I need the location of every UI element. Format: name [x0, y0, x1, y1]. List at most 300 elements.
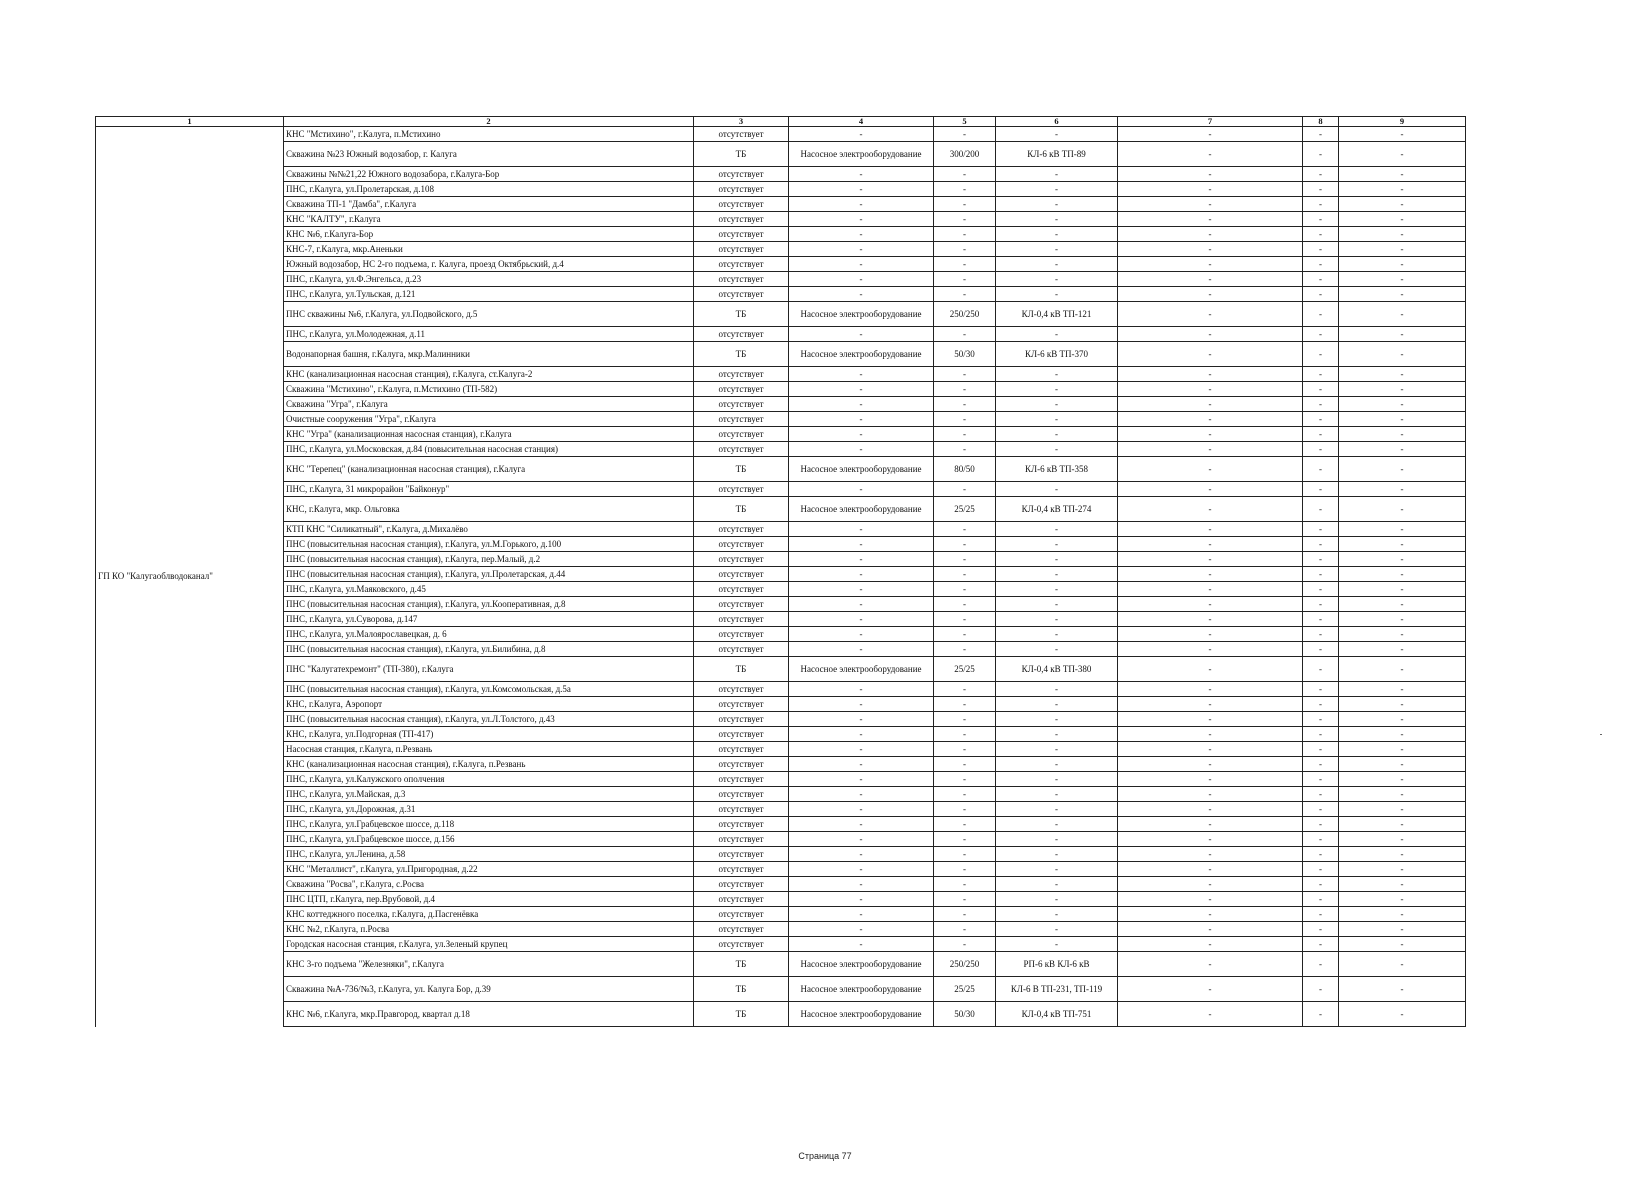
cell-c8: -: [1303, 697, 1339, 712]
table-row: [96, 682, 1466, 697]
cell-c3: отсутствует: [694, 907, 789, 922]
cell-c6: -: [996, 922, 1118, 937]
cell-c2: ПНС, г.Калуга, ул.Ленина, д.58: [284, 847, 694, 862]
cell-c4: -: [789, 552, 934, 567]
cell-c3: ТБ: [694, 457, 789, 482]
cell-c9: -: [1339, 552, 1466, 567]
cell-c7: -: [1118, 227, 1303, 242]
cell-c2: ПНС, г.Калуга, ул.Грабцевское шоссе, д.156: [284, 832, 694, 847]
cell-c3: ТБ: [694, 497, 789, 522]
cell-c2: Очистные сооружения "Угра", г.Калуга: [284, 412, 694, 427]
cell-c9: -: [1339, 627, 1466, 642]
cell-c8: -: [1303, 802, 1339, 817]
cell-c7: -: [1118, 537, 1303, 552]
cell-c9: -: [1339, 442, 1466, 457]
cell-c9: -: [1339, 342, 1466, 367]
cell-c8: -: [1303, 817, 1339, 832]
cell-c3: отсутствует: [694, 242, 789, 257]
cell-c9: -: [1339, 892, 1466, 907]
cell-c8: -: [1303, 342, 1339, 367]
cell-c8: -: [1303, 367, 1339, 382]
cell-c7: -: [1118, 787, 1303, 802]
cell-c5: -: [934, 597, 996, 612]
cell-c4: -: [789, 582, 934, 597]
cell-c5: -: [934, 922, 996, 937]
cell-c7: -: [1118, 302, 1303, 327]
cell-c7: -: [1118, 367, 1303, 382]
cell-c5: -: [934, 287, 996, 302]
cell-c4: -: [789, 327, 934, 342]
cell-c4: Насосное электрооборудование: [789, 302, 934, 327]
cell-c7: -: [1118, 977, 1303, 1002]
cell-c4: -: [789, 442, 934, 457]
cell-c3: отсутствует: [694, 597, 789, 612]
cell-c2: Южный водозабор, НС 2-го подъема, г. Калуга, проезд Октябрьский, д.4: [284, 257, 694, 272]
cell-c5: 50/30: [934, 1002, 996, 1027]
cell-c6: -: [996, 127, 1118, 142]
cell-c5: -: [934, 412, 996, 427]
cell-c4: -: [789, 212, 934, 227]
cell-c6: -: [996, 272, 1118, 287]
cell-c8: -: [1303, 457, 1339, 482]
cell-c3: отсутствует: [694, 327, 789, 342]
cell-c7: -: [1118, 167, 1303, 182]
cell-c5: 80/50: [934, 457, 996, 482]
cell-c9: -: [1339, 412, 1466, 427]
cell-c8: -: [1303, 787, 1339, 802]
cell-c5: -: [934, 802, 996, 817]
cell-c3: отсутствует: [694, 442, 789, 457]
cell-c4: -: [789, 127, 934, 142]
cell-c7: -: [1118, 382, 1303, 397]
cell-c7: -: [1118, 922, 1303, 937]
cell-c2: Скважина ТП-1 "Дамба", г.Калуга: [284, 197, 694, 212]
cell-c8: -: [1303, 612, 1339, 627]
cell-c8: -: [1303, 642, 1339, 657]
cell-c2: ПНС, г.Калуга, ул.Тульская, д.121: [284, 287, 694, 302]
cell-c4: -: [789, 877, 934, 892]
cell-c8: -: [1303, 287, 1339, 302]
cell-c2: ПНС "Калугатехремонт" (ТП-380), г.Калуга: [284, 657, 694, 682]
table-row: [96, 892, 1466, 907]
cell-c5: 25/25: [934, 657, 996, 682]
cell-c9: -: [1339, 582, 1466, 597]
cell-c8: -: [1303, 832, 1339, 847]
cell-c6: КЛ-0,4 кВ ТП-380: [996, 657, 1118, 682]
cell-c7: -: [1118, 642, 1303, 657]
cell-c2: КТП КНС "Силикатный", г.Калуга, д.Михалёво: [284, 522, 694, 537]
cell-c3: отсутствует: [694, 397, 789, 412]
cell-c8: -: [1303, 657, 1339, 682]
cell-c5: -: [934, 772, 996, 787]
cell-c2: ПНС (повысительная насосная станция), г.Калуга, ул.Пролетарская, д.44: [284, 567, 694, 582]
cell-c4: -: [789, 712, 934, 727]
cell-c8: -: [1303, 242, 1339, 257]
cell-c8: -: [1303, 742, 1339, 757]
cell-c5: 250/250: [934, 302, 996, 327]
cell-c5: -: [934, 787, 996, 802]
table-row: [96, 427, 1466, 442]
data-table: [95, 116, 1466, 1027]
table-row: [96, 397, 1466, 412]
cell-c8: -: [1303, 302, 1339, 327]
cell-c4: -: [789, 382, 934, 397]
cell-c8: -: [1303, 952, 1339, 977]
cell-c9: -: [1339, 772, 1466, 787]
table-row: [96, 442, 1466, 457]
cell-c4: -: [789, 862, 934, 877]
cell-c7: -: [1118, 552, 1303, 567]
cell-c7: -: [1118, 597, 1303, 612]
cell-c3: отсутствует: [694, 427, 789, 442]
cell-c5: -: [934, 627, 996, 642]
table-row: [96, 697, 1466, 712]
cell-c3: отсутствует: [694, 642, 789, 657]
cell-c7: -: [1118, 892, 1303, 907]
cell-c8: -: [1303, 567, 1339, 582]
cell-c3: отсутствует: [694, 482, 789, 497]
table-row: [96, 1002, 1466, 1027]
cell-c4: -: [789, 367, 934, 382]
table-row: [96, 862, 1466, 877]
cell-c7: -: [1118, 937, 1303, 952]
cell-c4: -: [789, 922, 934, 937]
cell-c7: -: [1118, 242, 1303, 257]
cell-c5: -: [934, 522, 996, 537]
cell-c4: -: [789, 182, 934, 197]
cell-c2: ПНС, г.Калуга, ул.Грабцевское шоссе, д.118: [284, 817, 694, 832]
cell-c4: -: [789, 682, 934, 697]
table-row: [96, 727, 1466, 742]
cell-c4: -: [789, 727, 934, 742]
table-row: [96, 757, 1466, 772]
cell-c7: -: [1118, 342, 1303, 367]
cell-c4: -: [789, 537, 934, 552]
cell-c2: КНС 3-го подъема "Железняки", г.Калуга: [284, 952, 694, 977]
cell-c6: -: [996, 937, 1118, 952]
cell-c2: ПНС (повысительная насосная станция), г.Калуга, ул.М.Горького, д.100: [284, 537, 694, 552]
cell-c2: КНС, г.Калуга, Аэропорт: [284, 697, 694, 712]
cell-c3: отсутствует: [694, 552, 789, 567]
cell-c2: ПНС, г.Калуга, ул.Калужского ополчения: [284, 772, 694, 787]
cell-c4: Насосное электрооборудование: [789, 977, 934, 1002]
table-row: [96, 847, 1466, 862]
cell-c5: -: [934, 127, 996, 142]
cell-c6: -: [996, 787, 1118, 802]
table-row: [96, 537, 1466, 552]
cell-c9: -: [1339, 227, 1466, 242]
cell-c4: -: [789, 612, 934, 627]
table-row: [96, 302, 1466, 327]
cell-c6: -: [996, 907, 1118, 922]
cell-c5: -: [934, 847, 996, 862]
table-row: [96, 412, 1466, 427]
cell-c3: отсутствует: [694, 892, 789, 907]
cell-c8: -: [1303, 772, 1339, 787]
column-header-5: 5: [934, 117, 996, 127]
cell-c4: Насосное электрооборудование: [789, 952, 934, 977]
cell-c9: -: [1339, 757, 1466, 772]
cell-c8: -: [1303, 712, 1339, 727]
cell-c6: -: [996, 612, 1118, 627]
cell-c7: -: [1118, 697, 1303, 712]
cell-c3: отсутствует: [694, 787, 789, 802]
table-row: [96, 212, 1466, 227]
cell-c6: -: [996, 522, 1118, 537]
cell-c8: -: [1303, 922, 1339, 937]
cell-c2: Скважина "Мстихино", г.Калуга, п.Мстихино (ТП-582): [284, 382, 694, 397]
cell-c8: -: [1303, 862, 1339, 877]
cell-c4: -: [789, 227, 934, 242]
cell-c2: КНС коттеджного поселка, г.Калуга, д.Пасгенёвка: [284, 907, 694, 922]
cell-c9: -: [1339, 367, 1466, 382]
cell-c5: -: [934, 552, 996, 567]
cell-c3: отсутствует: [694, 862, 789, 877]
page-number: Страница 77: [798, 1151, 852, 1161]
table-row: [96, 742, 1466, 757]
cell-c9: -: [1339, 287, 1466, 302]
cell-c9: -: [1339, 272, 1466, 287]
table-row: [96, 582, 1466, 597]
cell-c2: Скважина "Угра", г.Калуга: [284, 397, 694, 412]
cell-c9: -: [1339, 397, 1466, 412]
cell-c6: -: [996, 182, 1118, 197]
table-row: [96, 567, 1466, 582]
table-row: [96, 627, 1466, 642]
cell-c3: отсутствует: [694, 697, 789, 712]
cell-c4: -: [789, 427, 934, 442]
cell-c9: -: [1339, 787, 1466, 802]
cell-c6: КЛ-0,4 кВ ТП-751: [996, 1002, 1118, 1027]
cell-c9: -: [1339, 497, 1466, 522]
cell-c8: -: [1303, 937, 1339, 952]
cell-c6: РП-6 кВ КЛ-6 кВ: [996, 952, 1118, 977]
cell-c3: отсутствует: [694, 612, 789, 627]
cell-c2: КНС "КАЛТУ", г.Калуга: [284, 212, 694, 227]
cell-c8: -: [1303, 442, 1339, 457]
table-row: [96, 497, 1466, 522]
cell-c5: -: [934, 537, 996, 552]
cell-c5: 25/25: [934, 497, 996, 522]
cell-c6: -: [996, 482, 1118, 497]
cell-c3: отсутствует: [694, 167, 789, 182]
cell-c7: -: [1118, 212, 1303, 227]
cell-c7: -: [1118, 457, 1303, 482]
cell-c9: -: [1339, 327, 1466, 342]
cell-c7: -: [1118, 847, 1303, 862]
table-row: [96, 977, 1466, 1002]
cell-c5: 25/25: [934, 977, 996, 1002]
cell-c5: -: [934, 907, 996, 922]
cell-c6: КЛ-0,4 кВ ТП-121: [996, 302, 1118, 327]
cell-c7: -: [1118, 427, 1303, 442]
cell-c2: КНС "Терепец" (канализационная насосная станция), г.Калуга: [284, 457, 694, 482]
cell-c7: -: [1118, 727, 1303, 742]
cell-c8: -: [1303, 757, 1339, 772]
cell-c6: -: [996, 367, 1118, 382]
cell-c6: -: [996, 597, 1118, 612]
cell-c5: -: [934, 642, 996, 657]
cell-c9: -: [1339, 877, 1466, 892]
cell-c4: Насосное электрооборудование: [789, 497, 934, 522]
cell-c8: -: [1303, 627, 1339, 642]
cell-c6: КЛ-6 В ТП-231, ТП-119: [996, 977, 1118, 1002]
cell-c7: -: [1118, 907, 1303, 922]
cell-c6: -: [996, 552, 1118, 567]
table-row: [96, 642, 1466, 657]
column-header-3: 3: [694, 117, 789, 127]
cell-c9: -: [1339, 642, 1466, 657]
cell-c8: -: [1303, 907, 1339, 922]
cell-c4: -: [789, 567, 934, 582]
cell-c6: -: [996, 847, 1118, 862]
column-number-row: [96, 117, 1466, 127]
cell-c2: ПНС, г.Калуга, ул.Дорожная, д.31: [284, 802, 694, 817]
table-row: [96, 342, 1466, 367]
cell-c4: -: [789, 817, 934, 832]
cell-c3: ТБ: [694, 952, 789, 977]
cell-c5: -: [934, 612, 996, 627]
cell-c3: отсутствует: [694, 257, 789, 272]
cell-c3: отсутствует: [694, 272, 789, 287]
cell-c6: -: [996, 682, 1118, 697]
cell-c4: -: [789, 482, 934, 497]
table-row: [96, 227, 1466, 242]
cell-c9: -: [1339, 977, 1466, 1002]
cell-c4: -: [789, 272, 934, 287]
cell-c5: -: [934, 272, 996, 287]
cell-c9: -: [1339, 167, 1466, 182]
cell-c8: -: [1303, 892, 1339, 907]
cell-c4: Насосное электрооборудование: [789, 1002, 934, 1027]
cell-c4: -: [789, 937, 934, 952]
cell-c2: Скважина №23 Южный водозабор, г. Калуга: [284, 142, 694, 167]
cell-c4: -: [789, 167, 934, 182]
cell-c2: ПНС (повысительная насосная станция), г.Калуга, ул.Кооперативная, д.8: [284, 597, 694, 612]
cell-c6: -: [996, 817, 1118, 832]
table-row: [96, 657, 1466, 682]
cell-c2: ПНС (повысительная насосная станция), г.Калуга, ул.Комсомольская, д.5а: [284, 682, 694, 697]
cell-c7: -: [1118, 712, 1303, 727]
column-header-9: 9: [1339, 117, 1466, 127]
cell-c6: -: [996, 877, 1118, 892]
cell-c6: -: [996, 242, 1118, 257]
cell-c6: -: [996, 567, 1118, 582]
cell-c2: КНС, г.Калуга, ул.Подгорная (ТП-417): [284, 727, 694, 742]
table-row: [96, 367, 1466, 382]
cell-c9: -: [1339, 212, 1466, 227]
cell-c3: отсутствует: [694, 847, 789, 862]
cell-c3: отсутствует: [694, 367, 789, 382]
cell-c5: -: [934, 727, 996, 742]
cell-c7: -: [1118, 802, 1303, 817]
table-row: [96, 482, 1466, 497]
cell-c7: -: [1118, 142, 1303, 167]
cell-c4: -: [789, 627, 934, 642]
cell-c5: -: [934, 442, 996, 457]
cell-c5: -: [934, 182, 996, 197]
cell-c3: отсутствует: [694, 227, 789, 242]
cell-c2: ПНС, г.Калуга, ул.Пролетарская, д.108: [284, 182, 694, 197]
cell-c9: -: [1339, 1002, 1466, 1027]
cell-c5: -: [934, 567, 996, 582]
cell-c5: -: [934, 817, 996, 832]
cell-c7: -: [1118, 272, 1303, 287]
table-row: [96, 552, 1466, 567]
table-row: [96, 612, 1466, 627]
cell-c7: -: [1118, 817, 1303, 832]
table-row: [96, 802, 1466, 817]
cell-c5: -: [934, 427, 996, 442]
cell-c3: отсутствует: [694, 182, 789, 197]
cell-c9: -: [1339, 242, 1466, 257]
cell-c9: -: [1339, 382, 1466, 397]
cell-c2: ПНС (повысительная насосная станция), г.Калуга, ул.Билибина, д.8: [284, 642, 694, 657]
cell-c2: КНС "Металлист", г.Калуга, ул.Пригородная, д.22: [284, 862, 694, 877]
cell-c8: -: [1303, 272, 1339, 287]
cell-c8: -: [1303, 127, 1339, 142]
table-row: [96, 287, 1466, 302]
cell-c9: -: [1339, 802, 1466, 817]
column-header-1: 1: [96, 117, 284, 127]
cell-c6: -: [996, 197, 1118, 212]
cell-c3: ТБ: [694, 657, 789, 682]
cell-c5: -: [934, 712, 996, 727]
cell-c5: -: [934, 227, 996, 242]
cell-c9: -: [1339, 847, 1466, 862]
cell-c7: -: [1118, 257, 1303, 272]
cell-c6: КЛ-6 кВ ТП-89: [996, 142, 1118, 167]
cell-c6: -: [996, 582, 1118, 597]
cell-c7: -: [1118, 832, 1303, 847]
cell-c3: отсутствует: [694, 627, 789, 642]
table-row: [96, 877, 1466, 892]
column-header-8: 8: [1303, 117, 1339, 127]
cell-c2: ПНС, г.Калуга, ул.Суворова, д.147: [284, 612, 694, 627]
cell-c3: отсутствует: [694, 817, 789, 832]
cell-c5: -: [934, 327, 996, 342]
cell-c9: -: [1339, 482, 1466, 497]
cell-c5: -: [934, 742, 996, 757]
cell-c7: -: [1118, 952, 1303, 977]
cell-c2: КНС (канализационная насосная станция), г.Калуга, п.Резвань: [284, 757, 694, 772]
cell-c3: отсутствует: [694, 197, 789, 212]
cell-c9: -: [1339, 952, 1466, 977]
cell-c6: -: [996, 212, 1118, 227]
table-row: [96, 832, 1466, 847]
cell-c3: отсутствует: [694, 382, 789, 397]
table-row: [96, 382, 1466, 397]
cell-c8: -: [1303, 482, 1339, 497]
cell-c6: -: [996, 227, 1118, 242]
cell-c2: Скважина №А-736/№3, г.Калуга, ул. Калуга Бор, д.39: [284, 977, 694, 1002]
cell-c8: -: [1303, 847, 1339, 862]
cell-c7: -: [1118, 522, 1303, 537]
cell-c6: -: [996, 627, 1118, 642]
cell-c7: -: [1118, 182, 1303, 197]
cell-c4: -: [789, 397, 934, 412]
cell-c9: -: [1339, 657, 1466, 682]
table-row: [96, 937, 1466, 952]
cell-c3: отсутствует: [694, 802, 789, 817]
table-row: [96, 597, 1466, 612]
cell-c6: -: [996, 727, 1118, 742]
table-row: [96, 787, 1466, 802]
cell-c9: -: [1339, 612, 1466, 627]
cell-c5: -: [934, 937, 996, 952]
cell-c3: отсутствует: [694, 537, 789, 552]
cell-c2: Водонапорная башня, г.Калуга, мкр.Малинники: [284, 342, 694, 367]
